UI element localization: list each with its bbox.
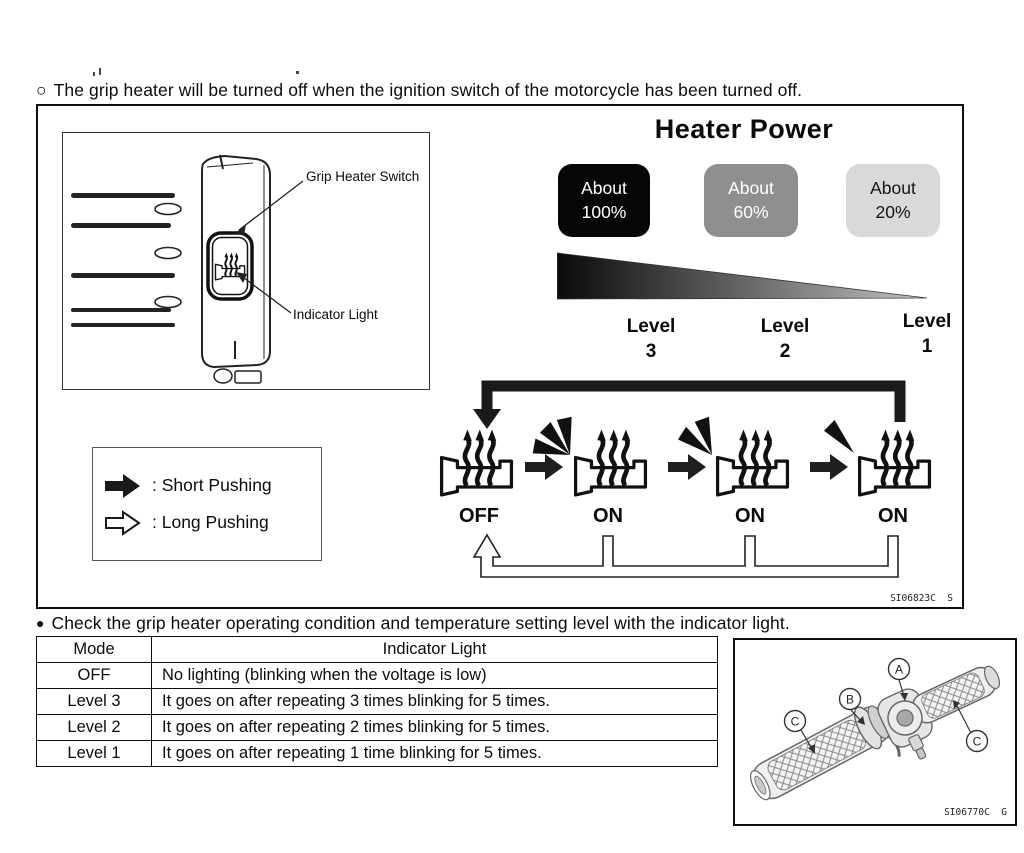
power-box-100-line1: About: [581, 178, 627, 198]
mode-cell: OFF: [37, 663, 152, 689]
heater-figure-box: [36, 104, 964, 609]
power-gradient-triangle: [557, 251, 929, 301]
legend-long-push: [105, 509, 321, 537]
table-row: [37, 663, 718, 689]
svg-text:C: C: [790, 714, 800, 729]
indicator-cell: No lighting (blinking when the voltage is low): [152, 663, 718, 689]
mode-cell: Level 1: [37, 741, 152, 767]
legend-long-push-label: : Long Pushing: [152, 512, 269, 532]
table-row: [37, 741, 718, 767]
heater-icon-level3: [576, 429, 646, 495]
header-indicator-light: Indicator Light: [152, 637, 718, 663]
power-box-20-line1: About: [870, 178, 916, 198]
circle-bullet-icon: ○: [36, 80, 47, 100]
power-box-20-line2: 20%: [875, 202, 911, 222]
top-note: [36, 80, 986, 101]
scan-artifact: [99, 68, 101, 75]
state-off-label: OFF: [459, 505, 499, 527]
indicator-callout-label: Indicator Light: [293, 307, 378, 322]
push-legend-box: [92, 447, 322, 561]
blink-marks-3: [531, 417, 575, 465]
figure-code: SI06823C S: [890, 593, 953, 604]
table-row: [37, 689, 718, 715]
switch-cycle-diagram: [436, 375, 966, 585]
blink-marks-2: [676, 417, 716, 463]
cycle-top-bracket: [487, 386, 900, 422]
level-3-label: Level 3: [626, 316, 676, 362]
power-box-60: [704, 164, 798, 237]
heater-icon-off: [442, 429, 512, 495]
indicator-mode-table: [36, 636, 718, 767]
short-push-arrow-icon: [668, 454, 706, 480]
mode-cell: Level 2: [37, 715, 152, 741]
table-row: [37, 715, 718, 741]
grip-slots: [155, 204, 181, 308]
state-on-label: ON: [878, 505, 908, 527]
solid-right-arrow-icon: [105, 472, 143, 500]
state-on-label: ON: [735, 505, 765, 527]
check-note-text: Check the grip heater operating condition and temperature setting level with the indicator light.: [51, 613, 790, 633]
switch-figure-box: [62, 132, 430, 390]
indicator-cell: It goes on after repeating 3 times blinking for 5 times.: [152, 689, 718, 715]
callout-C-right: [953, 700, 988, 752]
heater-icon-level2: [718, 429, 788, 495]
level-2-label: Level 2: [760, 316, 810, 362]
indicator-cell: It goes on after repeating 1 time blinking for 5 times.: [152, 741, 718, 767]
grips-illustration: [735, 640, 1011, 820]
svg-text:A: A: [894, 662, 904, 677]
state-on-label: ON: [593, 505, 623, 527]
svg-text:B: B: [845, 692, 855, 707]
legend-short-push: [105, 472, 321, 500]
dot-bullet-icon: ●: [36, 615, 45, 631]
hollow-right-arrow-icon: [105, 509, 143, 537]
grips-figure-box: [733, 638, 1017, 826]
top-note-text: The grip heater will be turned off when the ignition switch of the motorcycle has been turned off.: [53, 80, 803, 100]
short-push-arrow-icon: [525, 454, 563, 480]
legend-short-push-label: : Short Pushing: [152, 475, 272, 495]
heater-power-title: Heater Power: [654, 114, 834, 144]
header-mode: Mode: [37, 637, 152, 663]
scan-artifact: [93, 72, 95, 76]
figure-code: SI06770C G: [944, 807, 1007, 818]
table-header-row: [37, 637, 718, 663]
long-push-return-pipe: [474, 535, 898, 577]
power-box-100: [558, 164, 650, 237]
blink-marks-1: [823, 420, 858, 459]
power-box-100-line2: 100%: [581, 202, 627, 222]
heater-icon-level1: [860, 429, 930, 495]
power-box-20: [846, 164, 940, 237]
check-note: [36, 613, 996, 634]
power-box-60-line2: 60%: [733, 202, 769, 222]
scan-artifact: [296, 71, 299, 74]
cycle-down-arrowhead: [473, 409, 501, 429]
short-push-arrow-icon: [810, 454, 848, 480]
switch-illustration: [63, 133, 426, 386]
svg-text:C: C: [972, 734, 982, 749]
indicator-cell: It goes on after repeating 2 times blinking for 5 times.: [152, 715, 718, 741]
level-1-label: Level 1: [902, 311, 952, 357]
power-box-60-line1: About: [728, 178, 774, 198]
mode-cell: Level 3: [37, 689, 152, 715]
switch-callout-label: Grip Heater Switch: [306, 169, 420, 184]
